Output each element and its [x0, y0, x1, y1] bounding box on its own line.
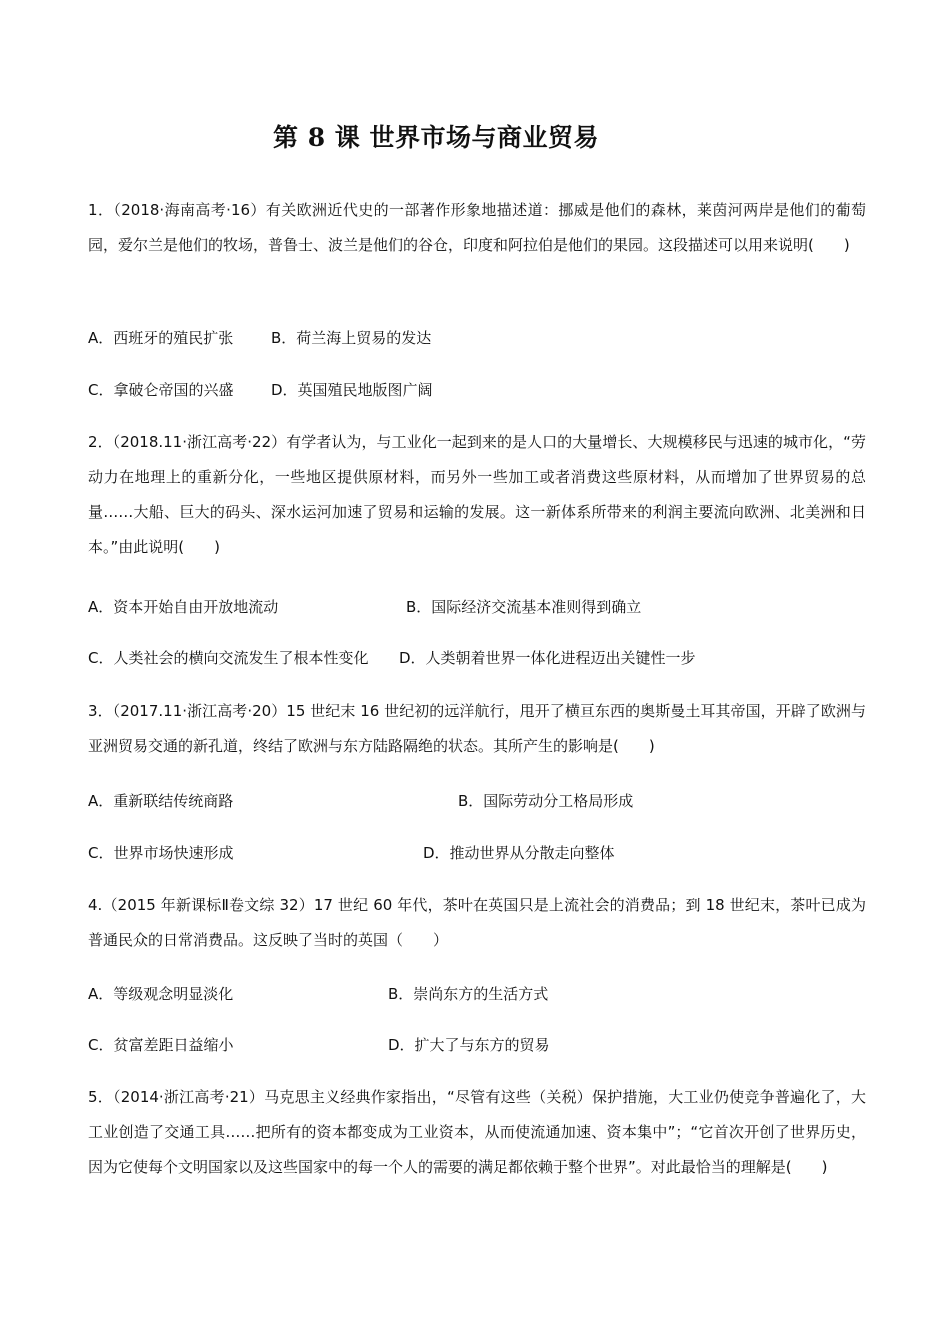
- question-1-option-b: B．荷兰海上贸易的发达: [271, 329, 432, 347]
- question-4-option-c: C．贫富差距日益缩小: [88, 1036, 234, 1054]
- question-1-options-row-2: [88, 375, 866, 405]
- question-2-option-c: C．人类社会的横向交流发生了根本性变化: [88, 649, 369, 667]
- question-2-stem: 2．（2018.11·浙江高考·22）有学者认为，与工业化一起到来的是人口的大量增长、大规模移民与迅速的城市化，“劳动力在地理上的重新分化，一些地区提供原材料，而另外一些加工或者消费这些原材料，从而增加了世界贸易的总量……大船、巨大的码头、深水运河加速了贸易和运输的发展。这一新体系所带来的利润主要流向欧洲、北美洲和日本。”由此说明( ): [88, 433, 866, 556]
- question-2-options-row-2: [88, 643, 866, 673]
- question-1-stem: 1．（2018·海南高考·16）有关欧洲近代史的一部著作形象地描述道：挪威是他们的森林，莱茵河两岸是他们的葡萄园，爱尔兰是他们的牧场，普鲁士、波兰是他们的谷仓，印度和阿拉伯是他们的果园。这段描述可以用来说明( ): [88, 201, 866, 254]
- question-4-option-b: B．崇尚东方的生活方式: [388, 985, 549, 1003]
- question-3-options-row-2: [88, 838, 866, 868]
- question-3-option-d: D．推动世界从分散走向整体: [423, 844, 615, 862]
- question-2-options-row-1: [88, 592, 866, 622]
- question-4-options-row-2: [88, 1030, 866, 1060]
- question-4-stem: 4.（2015 年新课标Ⅱ卷文综 32）17 世纪 60 年代，茶叶在英国只是上流社会的消费品；到 18 世纪末，茶叶已成为普通民众的日常消费品。这反映了当时的英国（ ）: [88, 896, 866, 949]
- question-2-option-d: D．人类朝着世界一体化进程迈出关键性一步: [399, 649, 696, 667]
- question-4-options-row-1: [88, 979, 866, 1009]
- question-1-option-a: A．西班牙的殖民扩张: [88, 329, 234, 347]
- question-3-option-c: C．世界市场快速形成: [88, 844, 234, 862]
- question-2-option-b: B．国际经济交流基本准则得到确立: [406, 598, 642, 616]
- page-title: 第 8 课 世界市场与商业贸易: [272, 123, 599, 152]
- question-3-stem: 3．（2017.11·浙江高考·20）15 世纪末 16 世纪初的远洋航行，甩开了横亘东西的奥斯曼土耳其帝国，开辟了欧洲与亚洲贸易交通的新孔道，终结了欧洲与东方陆路隔绝的状态。其所产生的影响是( ): [88, 702, 866, 755]
- question-5-stem: 5．（2014·浙江高考·21）马克思主义经典作家指出，“尽管有这些（关税）保护措施，大工业仍使竞争普遍化了，大工业创造了交通工具……把所有的资本都变成为工业资本，从而使流通加速、资本集中”；“它首次开创了世界历史，因为它使每个文明国家以及这些国家中的每一个人的需要的满足都依赖于整个世界”。对此最恰当的理解是( ): [88, 1088, 866, 1176]
- question-1-options-row-1: [88, 323, 866, 353]
- question-3-options-row-1: [88, 786, 866, 816]
- question-2-option-a: A．资本开始自由开放地流动: [88, 598, 279, 616]
- question-3-option-a: A．重新联结传统商路: [88, 792, 234, 810]
- question-3-option-b: B．国际劳动分工格局形成: [458, 792, 634, 810]
- question-1-option-d: D．英国殖民地版图广阔: [271, 381, 433, 399]
- question-4-option-d: D．扩大了与东方的贸易: [388, 1036, 550, 1054]
- question-4-option-a: A．等级观念明显淡化: [88, 985, 234, 1003]
- question-1-option-c: C．拿破仑帝国的兴盛: [88, 381, 234, 399]
